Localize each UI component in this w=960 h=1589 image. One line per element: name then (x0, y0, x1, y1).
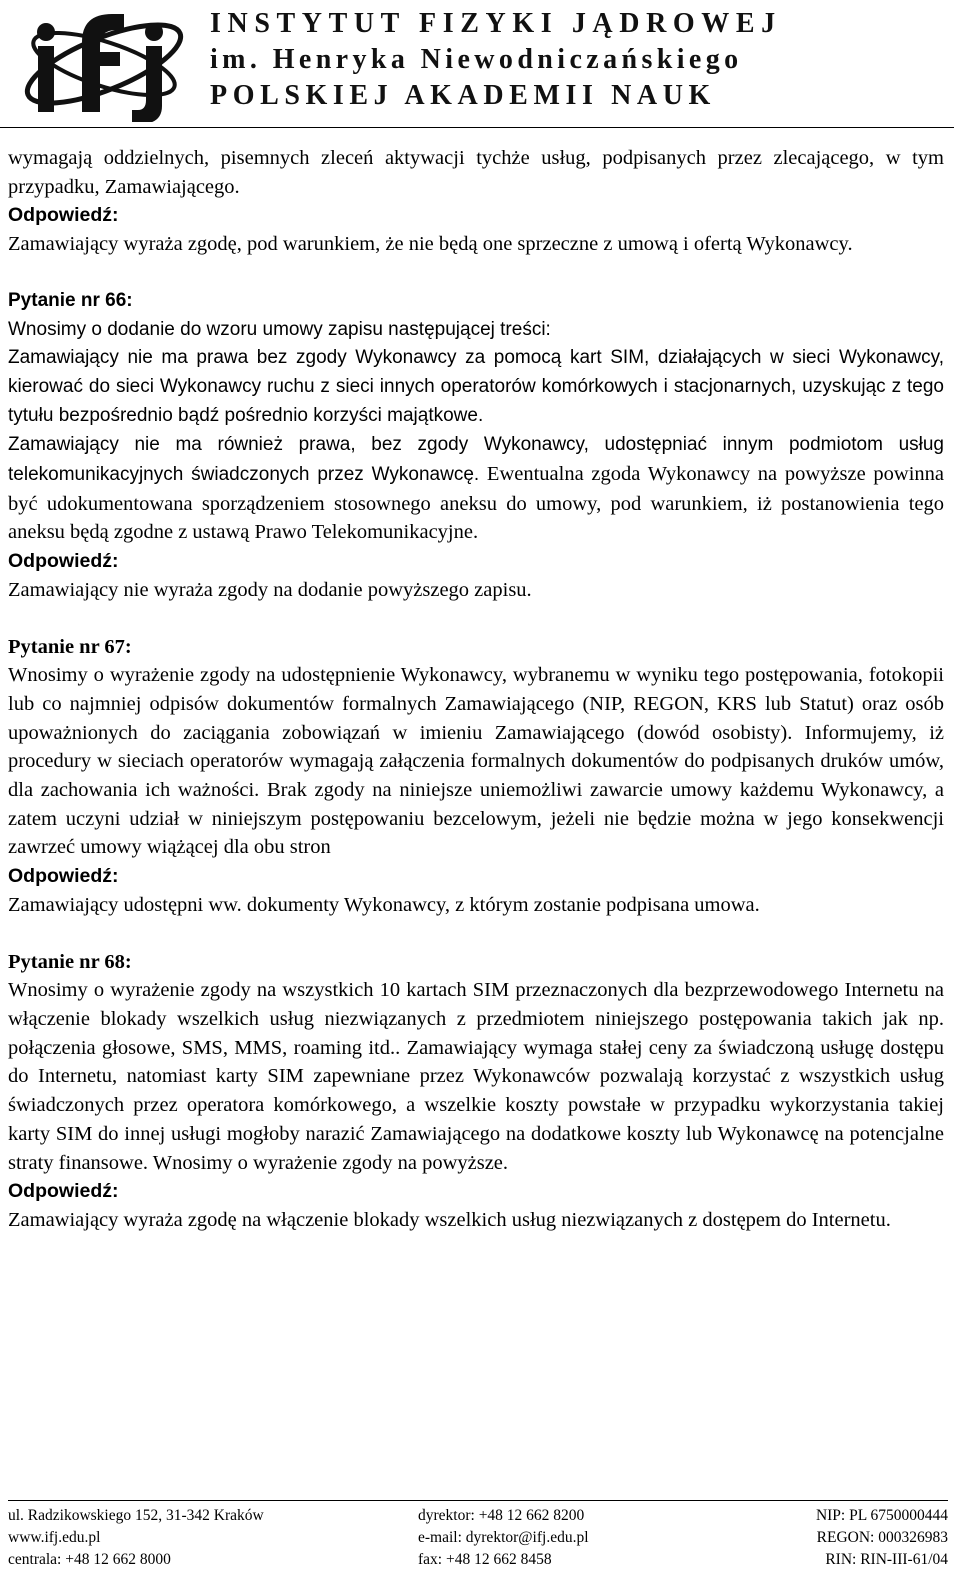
question-66-answer-label: Odpowiedź: (8, 550, 119, 573)
footer-registry-column (816, 1505, 948, 1571)
intro-answer: Zamawiający wyraża zgodę, pod warunkiem, że nie będą one sprzeczne z umową i ofertą Wykonawcy. (8, 233, 853, 256)
institute-name-line1: INSTYTUT FIZYKI JĄDROWEJ (210, 8, 782, 39)
document-body (8, 144, 944, 1235)
question-67-text: Wnosimy o wyrażenie zgody na udostępnienie Wykonawcy, wybranemu w wyniku tego postępowania, fotokopii lub co najmniej odpisów dokumentów formalnych Zamawiającego (NIP, REGON, KRS lub Statut) oraz osób upoważnionych do zaciągania zobowiązań w imieniu Zamawiającego (dowód osobisty). Informujemy, iż procedury w sieciach operatorów wymagają załączenia formalnych dokumentów do podpisanych druków umów, dla zachowania ich ważności. Brak zgody na niniejsze uniemożliwi zawarcie umowy każdemu Wykonawcy, a zatem uczyni udział w niniejszym postępowaniu bezcelowym, jeżeli nie będzie można w jego konsekwencji zawrzeć umowy wiążącej dla obu stron (8, 664, 944, 859)
footer-website-link[interactable]: www.ifj.edu.pl (8, 1529, 101, 1546)
ifj-logo (12, 2, 202, 122)
question-66-label: Pytanie nr 66: (8, 289, 133, 311)
question-66-text-cont (8, 430, 944, 547)
footer-address-column (8, 1505, 264, 1571)
footer-rin: RIN: RIN-III-61/04 (825, 1551, 948, 1568)
question-66-answer: Zamawiający nie wyraża zgody na dodanie powyższego zapisu. (8, 578, 532, 601)
question-67-answer: Zamawiający udostępni ww. dokumenty Wykonawcy, z którym zostanie podpisana umowa. (8, 893, 760, 916)
intro-answer-label: Odpowiedź: (8, 204, 119, 227)
page-header (0, 0, 960, 130)
header-divider (0, 127, 954, 128)
institute-name-line3: POLSKIEJ AKADEMII NAUK (210, 80, 716, 111)
footer-contact-column (418, 1505, 589, 1571)
question-68-text: Wnosimy o wyrażenie zgody na wszystkich 10 kartach SIM przeznaczonych dla bezprzewodowego Internetu na włączenie blokady wszelkich usług niezwiązanych z przedmiotem niniejszego postępowania takich jak np. połączenia głosowe, SMS, MMS, roaming itd.. Zamawiający wymaga stałej ceny za świadczoną usługę dostępu do Internetu, natomiast karty SIM zapewniane przez Wykonawców pozwalają korzystać z wszystkich usług świadczonych przez operatora komórkowego, a wszelkie koszty powstałe w przypadku wykorzystania takiej karty SIM do innej usługi mogłoby narazić Zamawiającego na dodatkowe koszty lub Wykonawcę na potencjalne straty finansowe. Wnosimy o wyrażenie zgody na powyższe. (8, 979, 944, 1174)
footer-regon: REGON: 000326983 (816, 1529, 948, 1546)
footer-address: ul. Radzikowskiego 152, 31-342 Kraków (8, 1507, 264, 1524)
question-68-answer: Zamawiający wyraża zgodę na włączenie blokady wszelkich usług niezwiązanych z dostępem do Internetu. (8, 1208, 891, 1231)
footer-switchboard: centrala: +48 12 662 8000 (8, 1551, 171, 1568)
institute-name-line2: im. Henryka Niewodniczańskiego (210, 44, 743, 75)
footer-fax: fax: +48 12 662 8458 (418, 1551, 552, 1568)
footer-nip: NIP: PL 6750000444 (815, 1507, 948, 1524)
question-66-text: Zamawiający nie ma prawa bez zgody Wykonawcy za pomocą kart SIM, działających w sieci Wykonawcy, kierować do sieci Wykonawcy ruchu z sieci innych operatorów komórkowych i stacjonarnych, uzyskując z tego tytułu bezpośrednio bądź pośrednio korzyści majątkowe. (8, 347, 944, 426)
footer-email-link[interactable]: e-mail: dyrektor@ifj.edu.pl (418, 1529, 589, 1546)
intro-text: wymagają oddzielnych, pisemnych zleceń aktywacji tychże usług, podpisanych przez zlecającego, w tym przypadku, Zamawiającego. (8, 147, 944, 198)
page-footer (8, 1505, 948, 1585)
question-66-text2: Zamawiający nie ma również prawa, bez zgody Wykonawcy, udostępniać innym podmiotom usług telekomunikacyjnych świadczonych przez Wykonawcę. (8, 434, 944, 486)
question-66-lead: Wnosimy o dodanie do wzoru umowy zapisu następującej treści: (8, 318, 551, 340)
question-68-answer-label: Odpowiedź: (8, 1180, 119, 1203)
question-67-label: Pytanie nr 67: (8, 635, 132, 658)
question-66-text3: Ewentualna zgoda Wykonawcy na powyższe powinna być udokumentowana sporządzeniem stosownego aneksu do umowy, pod warunkiem, iż postanowienia tego aneksu będą zgodne z ustawą Prawo Telekomunikacyjne. (8, 463, 944, 544)
institute-name (210, 6, 950, 114)
question-67-answer-label: Odpowiedź: (8, 865, 119, 888)
question-68-label: Pytanie nr 68: (8, 950, 132, 973)
footer-director-phone: dyrektor: +48 12 662 8200 (418, 1507, 585, 1524)
footer-divider (8, 1500, 948, 1501)
